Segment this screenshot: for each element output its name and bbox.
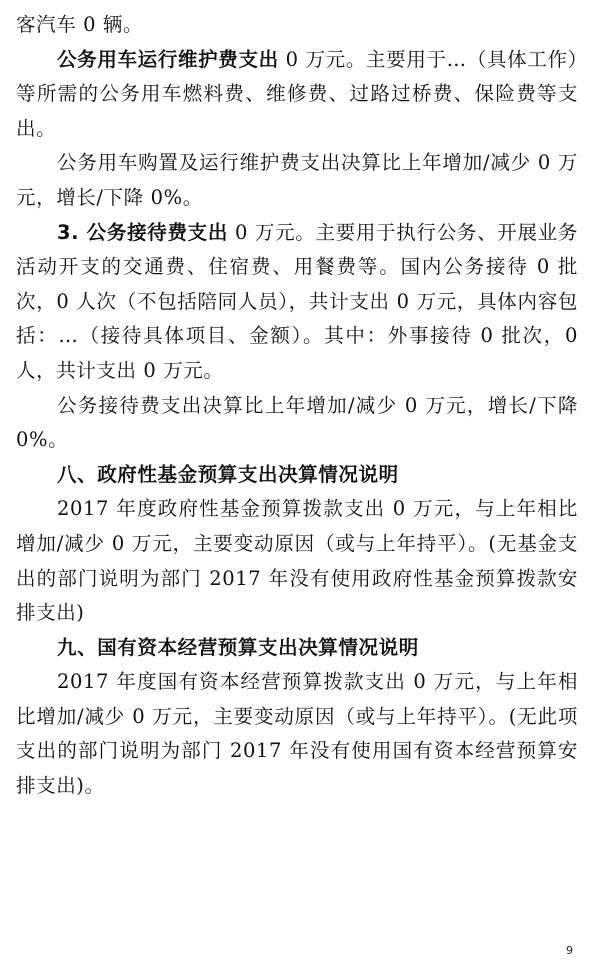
- paragraph-government-fund: [16, 492, 578, 630]
- paragraph-text: 公务用车购置及运行维护费支出决算比上年增加/减少 0 万元，增长/下降 0%。: [16, 151, 578, 209]
- page-number: 9: [566, 944, 573, 957]
- section-heading-state-capital: 九、国有资本经营预算支出决算情况说明: [57, 635, 419, 659]
- paragraph-text: 客汽车 0 辆。: [16, 13, 144, 36]
- paragraph-reception-comparison: [16, 389, 578, 458]
- paragraph-text: 2017 年度国有资本经营预算拨款支出 0 万元，与上年相比增加/减少 0 万元，主要变动原因（或与上年持平）。(无此项支出的部门说明为部门 2017 年没有使用国有资本经营预算安排支出)。: [16, 670, 578, 798]
- paragraph-text: 0 万元。主要用于执行公务、开展业务活动开支的交通费、住宿费、用餐费等。国内公务接待 0 批次，0 人次（不包括陪同人员），共计支出 0 万元，具体内容包括：…（接待具体项目、金额）。其中：外事接待 0 批次，0 人，共计支出 0 万元。: [16, 220, 578, 382]
- paragraph-text: 公务接待费支出决算比上年增加/减少 0 万元，增长/下降 0%。: [16, 393, 578, 452]
- paragraph-vehicle-maintenance: [16, 43, 578, 147]
- paragraph-lead: 3. 公务接待费支出: [57, 220, 229, 244]
- paragraph-reception-expense: [16, 216, 578, 389]
- paragraph-vehicle-count: [16, 8, 578, 43]
- paragraph-lead: 公务用车运行维护费支出: [57, 47, 279, 71]
- paragraph-text: 2017 年度政府性基金预算拨款支出 0 万元，与上年相比增加/减少 0 万元，主要变动原因（或与上年持平）。(无基金支出的部门说明为部门 2017 年没有使用政府性基金预算拨款安排支出): [16, 497, 578, 625]
- paragraph-vehicle-comparison: [16, 146, 578, 215]
- paragraph-text: 0 万元。主要用于…（具体工作）等所需的公务用车燃料费、维修费、过路过桥费、保险费等支出。: [16, 47, 578, 140]
- paragraph-state-capital: [16, 665, 578, 803]
- section-heading-government-fund: 八、政府性基金预算支出决算情况说明: [57, 462, 399, 486]
- document-body: [16, 8, 578, 804]
